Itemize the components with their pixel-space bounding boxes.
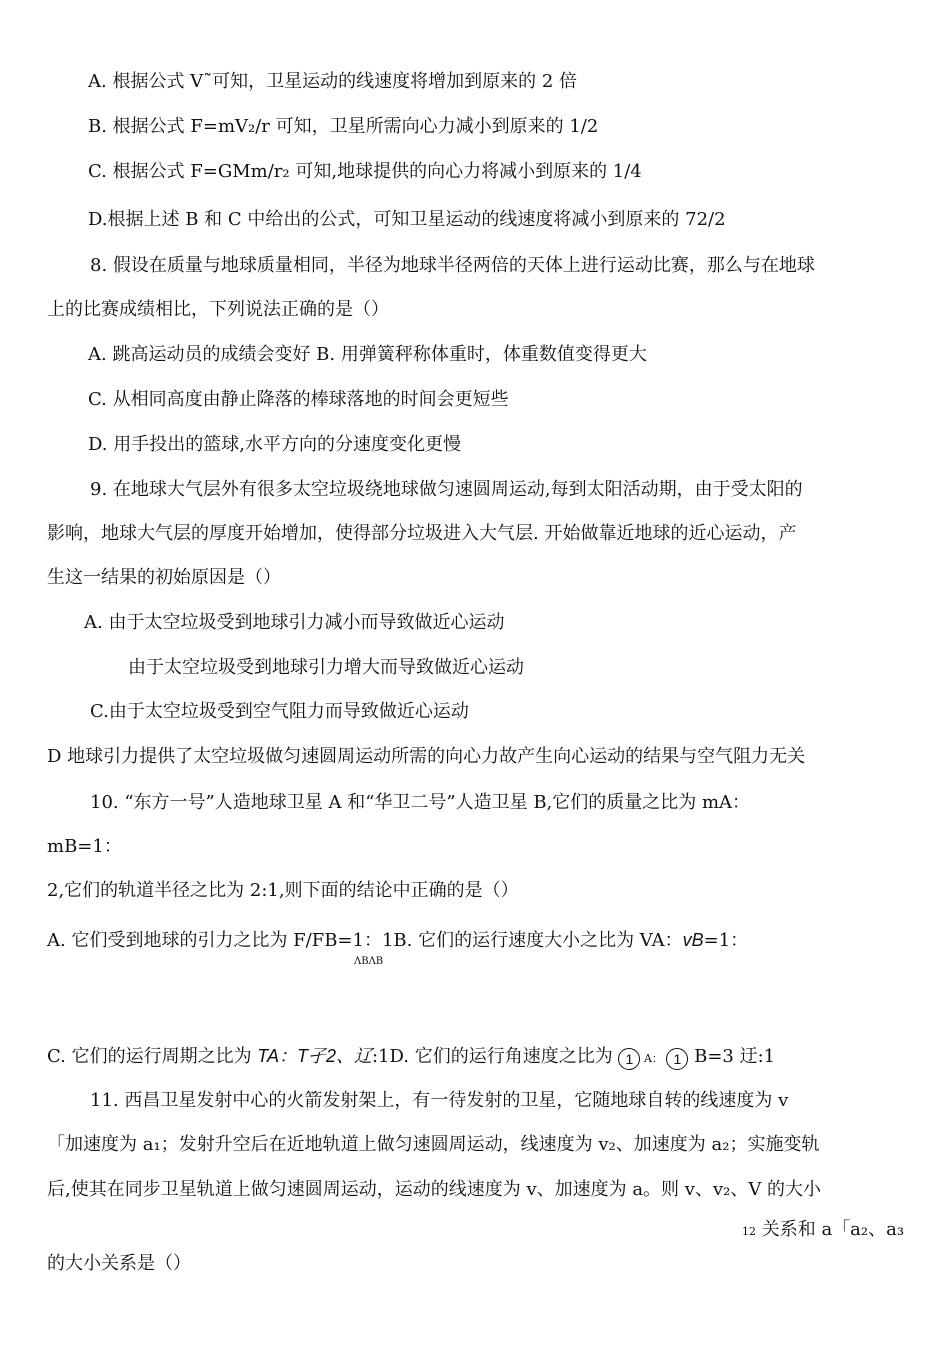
q11-stem-line4 <box>742 1218 904 1244</box>
q10-vb-symbol: vB <box>682 930 704 950</box>
q8-option-c: C. 从相同高度由静止降落的棒球落地的时间会更短些 <box>88 389 509 410</box>
q10-options-ab <box>47 928 748 953</box>
q7-option-a: A. 根据公式 V˜可知，卫星运动的线速度将增加到原来的 2 倍 <box>88 71 578 92</box>
q10-stem-line2: mB=1： <box>47 836 122 857</box>
q11-stem-line2: 「加速度为 a₁；发射升空后在近地轨道上做匀速圆周运动，线速度为 v₂、加速度为 a₂；实施变轨 <box>47 1134 820 1155</box>
q10-stem-line1: 10. “东方一号”人造地球卫星 A 和“华卫二号”人造卫星 B,它们的质量之比为 mA： <box>90 792 751 813</box>
q11-stem-line5: 的大小关系是（） <box>47 1253 191 1274</box>
q10-options-d-text: :1D. 它们的运行角速度之比为 <box>371 1046 619 1067</box>
q9-option-a: A. 由于太空垃圾受到地球引力减小而导致做近心运动 <box>84 612 505 633</box>
q8-stem-line2: 上的比赛成绩相比，下列说法正确的是（） <box>47 299 389 320</box>
omega-circle-icon: 1 <box>666 1048 688 1070</box>
q10-stem-line3: 2,它们的轨道半径之比为 2:1,则下面的结论中正确的是（） <box>47 880 519 901</box>
q9-option-b: 由于太空垃圾受到地球引力增大而导致做近心运动 <box>128 657 524 678</box>
q10-options-ab-text: A. 它们受到地球的引力之比为 F/FB=1：1B. 它们的运行速度大小之比为 VA： <box>47 930 683 951</box>
q10-options-c-text: C. 它们的运行周期之比为 <box>47 1046 258 1067</box>
q7-option-b: B. 根据公式 F=mV₂/r 可知，卫星所需向心力减小到原来的 1/2 <box>88 116 599 137</box>
q9-stem-line2: 影响，地球大气层的厚度开始增加，使得部分垃圾进入大气层. 开始做靠近地球的近心运动，产 <box>47 523 797 544</box>
q11-stem-line4-text: 关系和 a「a₂、a₃ <box>756 1219 905 1240</box>
q10-options-d-end: B=3 迂:1 <box>688 1046 776 1067</box>
q10-options-cd <box>47 1044 775 1071</box>
q10-options-ab-end: =1： <box>703 930 749 951</box>
q11-stem-line3: 后,使其在同步卫星轨道上做匀速圆周运动，运动的线速度为 v、加速度为 a。则 v、v₂、V 的大小 <box>47 1179 822 1200</box>
q7-option-d: D.根据上述 B 和 C 中给出的公式，可知卫星运动的线速度将减小到原来的 72/2 <box>88 209 726 230</box>
q10-period-ratio: TA：T孑2、辽 <box>257 1046 372 1066</box>
q9-stem-line3: 生这一结果的初始原因是（） <box>47 567 281 588</box>
q8-options-ab: A. 跳高运动员的成绩会变好 B. 用弹簧秤称体重时，体重数值变得更大 <box>88 344 647 365</box>
q9-option-c: C.由于太空垃圾受到空气阻力而导致做近心运动 <box>90 701 469 722</box>
q9-stem-line1: 9. 在地球大气层外有很多太空垃圾绕地球做匀速圆周运动,每到太阳活动期，由于受太阳的 <box>90 479 803 500</box>
q10-subscript-a: A： <box>640 1052 667 1065</box>
q11-subscript-12: 12 <box>742 1225 756 1238</box>
omega-circle-icon: 1 <box>618 1048 640 1070</box>
q8-option-d: D. 用手投出的篮球,水平方向的分速度变化更慢 <box>88 434 461 455</box>
q8-stem-line1: 8. 假设在质量与地球质量相同，半径为地球半径两倍的天体上进行运动比赛，那么与在地球 <box>90 255 815 276</box>
q7-option-c: C. 根据公式 F=GMm/r₂ 可知,地球提供的向心力将减小到原来的 1/4 <box>88 161 642 182</box>
q11-stem-line1: 11. 西昌卫星发射中心的火箭发射架上，有一待发射的卫星，它随地球自转的线速度为 v <box>90 1090 789 1111</box>
q10-subscript-note: ΛBΛB <box>354 956 384 967</box>
q9-option-d: D 地球引力提供了太空垃圾做匀速圆周运动所需的向心力故产生向心运动的结果与空气阻力无关 <box>47 746 806 767</box>
